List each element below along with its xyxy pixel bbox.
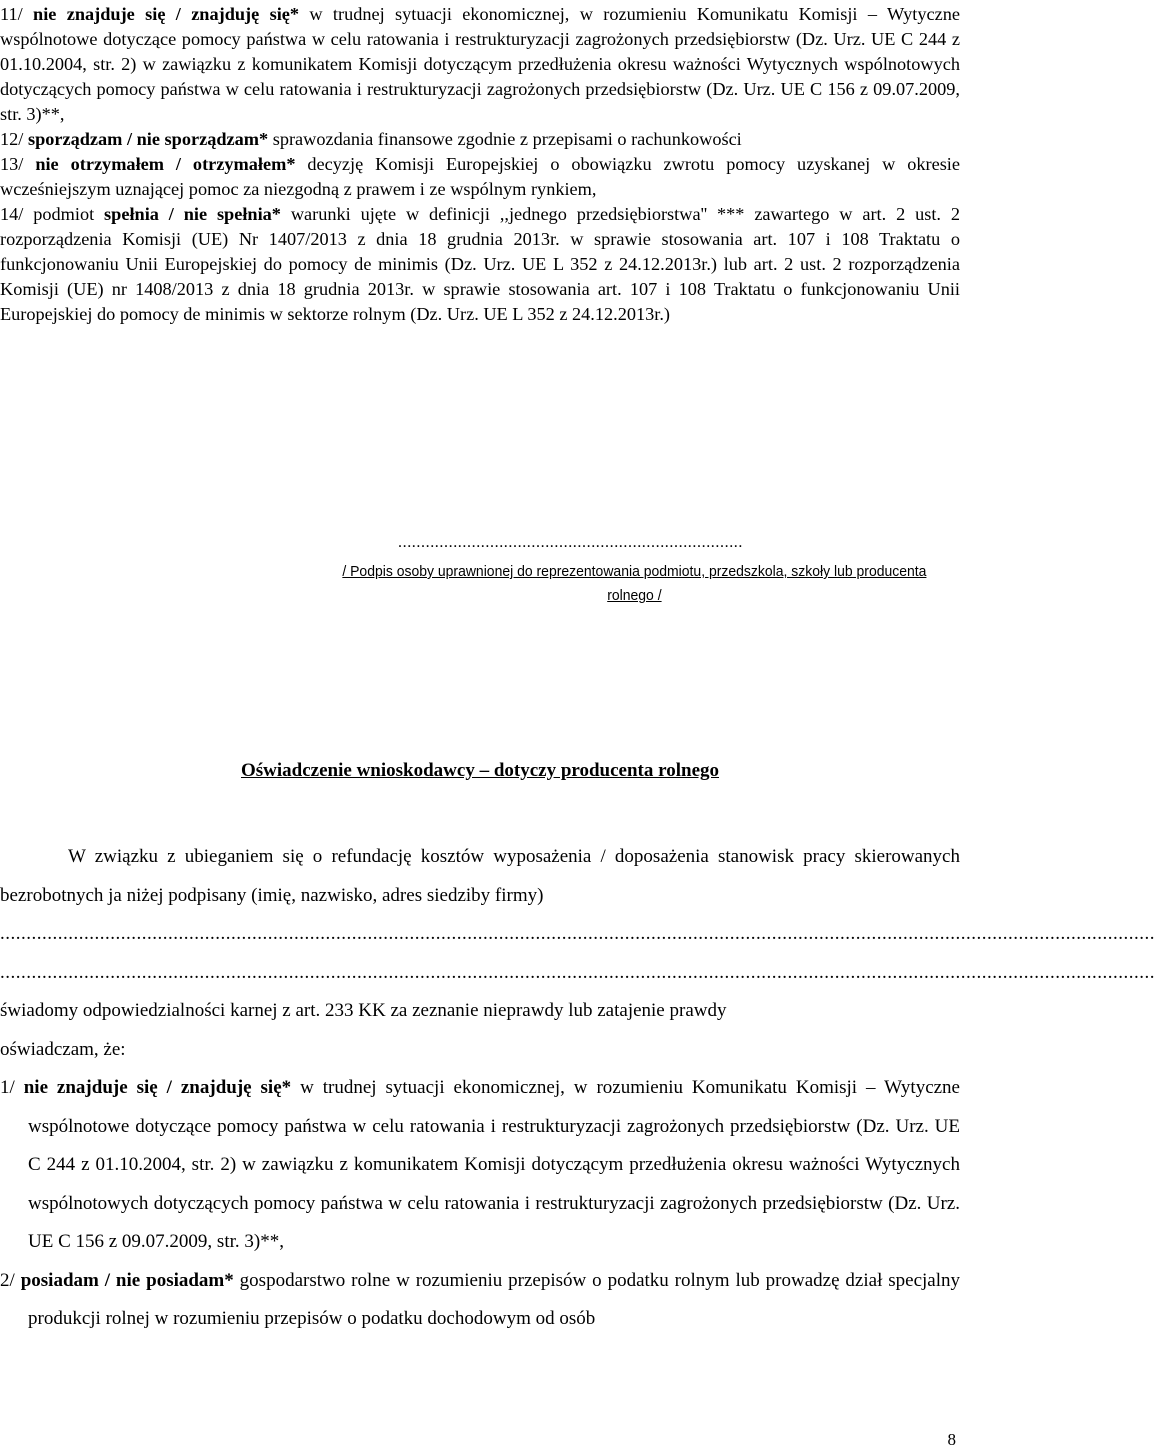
item-14 [0,202,960,327]
item-12-choice: sporządzam / nie sporządzam* [27,129,269,149]
declaration-farmer [0,838,1155,1339]
item-12-number: 12/ [0,129,24,149]
item-14-prefix: 14/ podmiot [0,204,105,224]
fill-line-2: ............................................................................................................................................................................................................................ [0,961,1155,983]
farmer-item-1-choice: nie znajduje się / znajduję się* [23,1077,292,1098]
awareness-statement: świadomy odpowiedzialności karnej z art. 233 KK za zeznanie nieprawdy lub zatajenie prawdy [0,1000,727,1021]
item-11-choice: nie znajduje się / znajduję się* [33,4,300,24]
farmer-item-2-choice: posiadam / nie posiadam* [20,1269,234,1291]
item-11 [0,2,960,127]
item-13-number: 13/ [0,154,24,174]
item-14-choice: spełnia / nie spełnia* [104,204,281,224]
item-12 [0,127,960,152]
declaration-items-top [0,2,960,327]
intro-paragraph: W związku z ubieganiem się o refundację kosztów wyposażenia / doposażenia stanowisk pracy skierowanych bezrobotnych ja niżej podpisany (imię, nazwisko, adres siedziby firmy) [0,846,960,906]
item-14-text: warunki ujęte w definicji ,,jednego przedsiębiorstwa'' *** zawartego w art. 2 ust. 2 rozporządzenia Komisji (UE) Nr 1407/2013 z dnia 18 grudnia 2013r. w sprawie stosowania art. 107 i 108 Traktatu o funkcjonowaniu Unii Europejskiej do pomocy de minimis (Dz. Urz. UE L 352 z 24.12.2013r.) lub art. 2 ust. 2 rozporządzenia Komisji (UE) nr 1408/2013 z dnia 18 grudnia 2013r. w sprawie stosowania art. 107 i 108 Traktatu o funkcjonowaniu Unii Europejskiej do pomocy de minimis w sektorze rolnym (Dz. Urz. UE L 352 z 24.12.2013r.) [0,204,960,324]
item-11-text: w trudnej sytuacji ekonomicznej, w rozumieniu Komunikatu Komisji – Wytyczne wspólnotowe dotyczące pomocy państwa w celu ratowania i restrukturyzacji zagrożonych przedsiębiorstw (Dz. Urz. UE C 244 z 01.10.2004, str. 2) w zawiązku z komunikatem Komisji dotyczącym przedłużenia okresu ważności Wytycznych wspólnotowych dotyczących pomocy państwa w celu ratowania i restrukturyzacji zagrożonych przedsiębiorstw (Dz. Urz. UE C 156 z 09.07.2009, str. 3)**, [0,4,960,124]
item-13-choice: nie otrzymałem / otrzymałem* [35,154,296,174]
fill-line-1: ............................................................................................................................................................................................................................ [0,923,1155,944]
farmer-item-1-number: 1/ [0,1077,24,1098]
declare-statement: oświadczam, że: [0,1038,126,1060]
item-12-text: sprawozdania finansowe zgodnie z przepisami o rachunkowości [268,129,742,149]
signature-line: ........................................................................... [398,534,743,551]
signature-caption: / Podpis osoby uprawnionej do reprezentowania podmiotu, przedszkola, szkoły lub producenta rolnego / [342,563,927,604]
section-heading: Oświadczenie wnioskodawcy – dotyczy producenta rolnego [241,760,719,781]
item-13 [0,152,960,202]
item-13-text: decyzję Komisji Europejskiej o obowiązku zwrotu pomocy uzyskanej w okresie wcześniejszym uznającej pomoc za niezgodną z prawem i ze wspólnym rynkiem, [0,154,960,199]
farmer-item-1-text: w trudnej sytuacji ekonomicznej, w rozumieniu Komunikatu Komisji – Wytyczne wspólnotowe dotyczące pomocy państwa w celu ratowania i restrukturyzacji zagrożonych przedsiębiorstw (Dz. Urz. UE C 244 z 01.10.2004, str. 2) w zawiązku z komunikatem Komisji dotyczącym przedłużenia okresu ważności Wytycznych wspólnotowych dotyczących pomocy państwa w celu ratowania i restrukturyzacji zagrożonych przedsiębiorstw (Dz. Urz. UE C 156 z 09.07.2009, str. 3)**, [28,1077,960,1252]
farmer-item-2 [0,1262,960,1339]
page-number: 8 [947,1430,956,1449]
farmer-item-2-text: gospodarstwo rolne w rozumieniu przepisów o podatku rolnym lub prowadzę dział specjalny produkcji rolnej w rozumieniu przepisów o podatku dochodowym od osób [28,1269,961,1329]
item-11-number: 11/ [0,4,23,24]
farmer-item-2-number: 2/ [0,1269,21,1291]
farmer-item-1 [0,1069,960,1262]
